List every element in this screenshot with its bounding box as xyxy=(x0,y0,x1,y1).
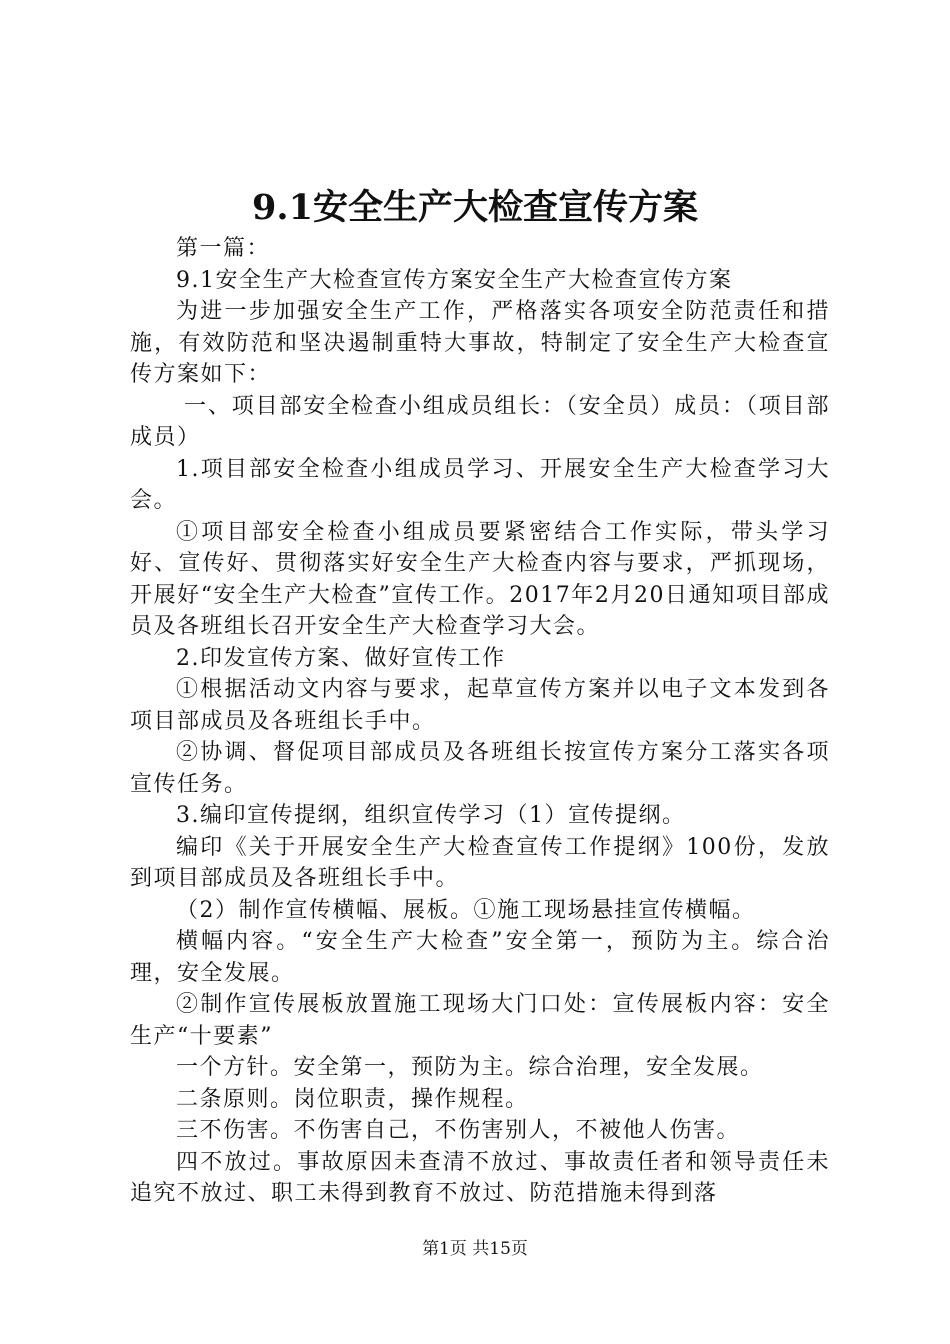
paragraph: ①项目部安全检查小组成员要紧密结合工作实际，带头学习好、宣传好、贯彻落实好安全生产大检查内容与要求，严抓现场，开展好“安全生产大检查”宣传工作。2017年2月20日通知项目部成员及各班组长召开安全生产大检查学习大会。 xyxy=(130,519,830,639)
paragraph: 一、项目部安全检查小组成员组长：（安全员）成员：（项目部成员） xyxy=(130,393,830,450)
paragraph: 一个方针。安全第一，预防为主。综合治理，安全发展。 xyxy=(176,1055,764,1080)
paragraph: 横幅内容。“安全生产大检查”安全第一，预防为主。综合治理，安全发展。 xyxy=(130,929,830,986)
paragraph: 1.项目部安全检查小组成员学习、开展安全生产大检查学习大会。 xyxy=(130,456,830,513)
document-title: 9.1安全生产大检查宣传方案 xyxy=(252,187,698,228)
paragraph: 第一篇： xyxy=(176,236,271,261)
paragraph: 三不伤害。不伤害自己，不伤害别人，不被他人伤害。 xyxy=(176,1118,741,1143)
paragraph: （2）制作宣传横幅、展板。①施工现场悬挂宣传横幅。 xyxy=(176,897,756,923)
document-body xyxy=(130,233,830,1210)
paragraph: ②制作宣传展板放置施工现场大门口处：宣传展板内容：安全生产“十要素” xyxy=(130,992,830,1049)
page-footer: 第1页 共15页 xyxy=(422,1239,528,1259)
paragraph: 为进一步加强安全生产工作，严格落实各项安全防范责任和措施，有效防范和坚决遏制重特大事故，特制定了安全生产大检查宣传方案如下： xyxy=(130,299,830,387)
paragraph: 9.1安全生产大检查宣传方案安全生产大检查宣传方案 xyxy=(176,267,733,293)
paragraph: 2.印发宣传方案、做好宣传工作 xyxy=(176,645,506,671)
paragraph: ②协调、督促项目部成员及各班组长按宣传方案分工落实各项宣传任务。 xyxy=(130,740,830,797)
paragraph: 编印《关于开展安全生产大检查宣传工作提纲》100份，发放到项目部成员及各班组长手中。 xyxy=(130,834,830,891)
paragraph: ①根据活动文内容与要求，起草宣传方案并以电子文本发到各项目部成员及各班组长手中。 xyxy=(130,677,830,734)
paragraph: 二条原则。岗位职责，操作规程。 xyxy=(176,1086,529,1112)
paragraph: 3.编印宣传提纲，组织宣传学习（1）宣传提纲。 xyxy=(176,803,686,828)
paragraph: 四不放过。事故原因未查清不放过、事故责任者和领导责任未追究不放过、职工未得到教育不放过、防范措施未得到落 xyxy=(130,1149,830,1206)
